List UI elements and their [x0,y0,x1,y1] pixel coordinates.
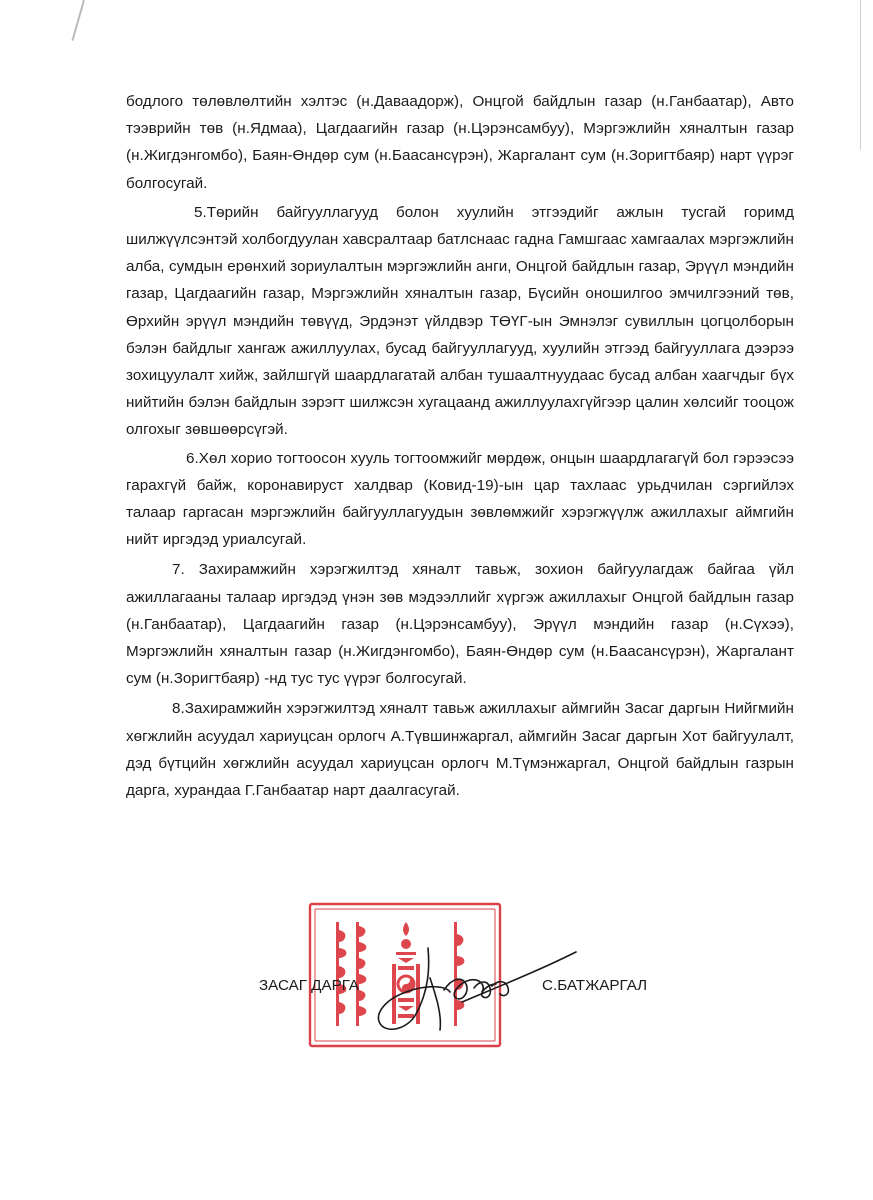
paragraph-8: 8.Захирамжийн хэрэгжилтэд хяналт тавьж ажиллахыг аймгийн Засаг даргын Нийгмийн хөгжлийн асуудал хариуцсан орлогч А.Түвшинжаргал, аймгийн Засаг даргын Хот байгуулалт, дэд бүтцийн хөгжлийн асуудал хариуцсан орлогч М.Түмэнжаргал, Онцгой байдлын газрын дарга, хурандаа Г.Ганбаатар нарт даалгасугай. [126,700,794,800]
paragraph-5: 5.Төрийн байгууллагууд болон хуулийн этгээдийг ажлын тусгай горимд шилжүүлсэнтэй холбогдуулан хавсралтаар батлснаас гадна Гамшгаас хамгаалах мэргэжлийн алба, сумдын ерөнхий зориулалтын мэргэжлийн анги, Онцгой байдлын газар, Эрүүл мэндийн газар, Цагдаагийн газар, Мэргэжлийн хяналтын газар, Бүсийн оношилгоо эмчилгээний төв, Өрхийн эрүүл мэндийн төвүүд, Эрдэнэт үйлдвэр ТӨҮГ-ын Эмнэлэг сувиллын цогцолборын бэлэн байдлыг хангаж ажиллуулах, бусад байгууллагууд, хуулийн этгээд байгууллага дээрээ зохицуулалт хийж, зайлшгүй шаардлагатай албан тушаалтнуудаас бусад албан хаагчдыг бүх нийтийн бэлэн байдлын зэрэгт шилжсэн хугацаанд ажиллуулахгүйгээр цалин хөлсийг тооцож олгохыг зөвшөөрсүгэй. [126,203,794,439]
handwritten-signature-icon [370,930,580,1040]
signature-block [0,900,873,1060]
scan-edge-mark [71,0,84,41]
signatory-name: С.БАТЖАРГАЛ [542,977,648,994]
paragraph-6: 6.Хөл хорио тогтоосон хууль тогтоомжийг мөрдөж, онцын шаардлагагүй бол гэрээсээ гарахгүй байж, коронавируст халдвар (Ковид-19)-ын цар тахлаас урьдчилан сэргийлэх талаар гаргасан мэргэжлийн байгууллагуудын зөвлөмжийг хэрэгжүүлж ажиллахыг аймгийн нийт иргэдэд уриалсугай. [126,449,794,549]
document-body [126,88,794,804]
paragraph-7: 7. Захирамжийн хэрэгжилтэд хяналт тавьж, зохион байгуулагдаж байгаа үйл ажиллагааны талаар иргэдэд үнэн зөв мэдээллийг хүргэж ажиллахыг Онцгой байдлын газар (н.Ганбаатар), Цагдаагийн газар (н.Цэрэнсамбуу), Эрүүл мэндийн газар (н.Сүхээ), Мэргэжлийн хяналтын газар (н.Жигдэнгомбо), Баян-Өндөр сум (н.Баасансүрэн), Жаргалант сум (н.Зоригтбаяр) -нд тус тус үүрэг болгосугай. [126,561,794,688]
signatory-title: ЗАСАГ ДАРГА [259,977,360,994]
paragraph-continued: бодлого төлөвлөлтийн хэлтэс (н.Даваадорж), Онцгой байдлын газар (н.Ганбаатар), Авто тээврийн төв (н.Ядмаа), Цагдаагийн газар (н.Цэрэнсамбуу), Мэргэжлийн хяналтын газар (н.Жигдэнгомбо), Баян-Өндөр сум (н.Баасансүрэн), Жаргалант сум (н.Зоригтбаяр) нарт үүрэг болгосугай. [126,93,794,192]
scan-edge-line [860,0,861,150]
